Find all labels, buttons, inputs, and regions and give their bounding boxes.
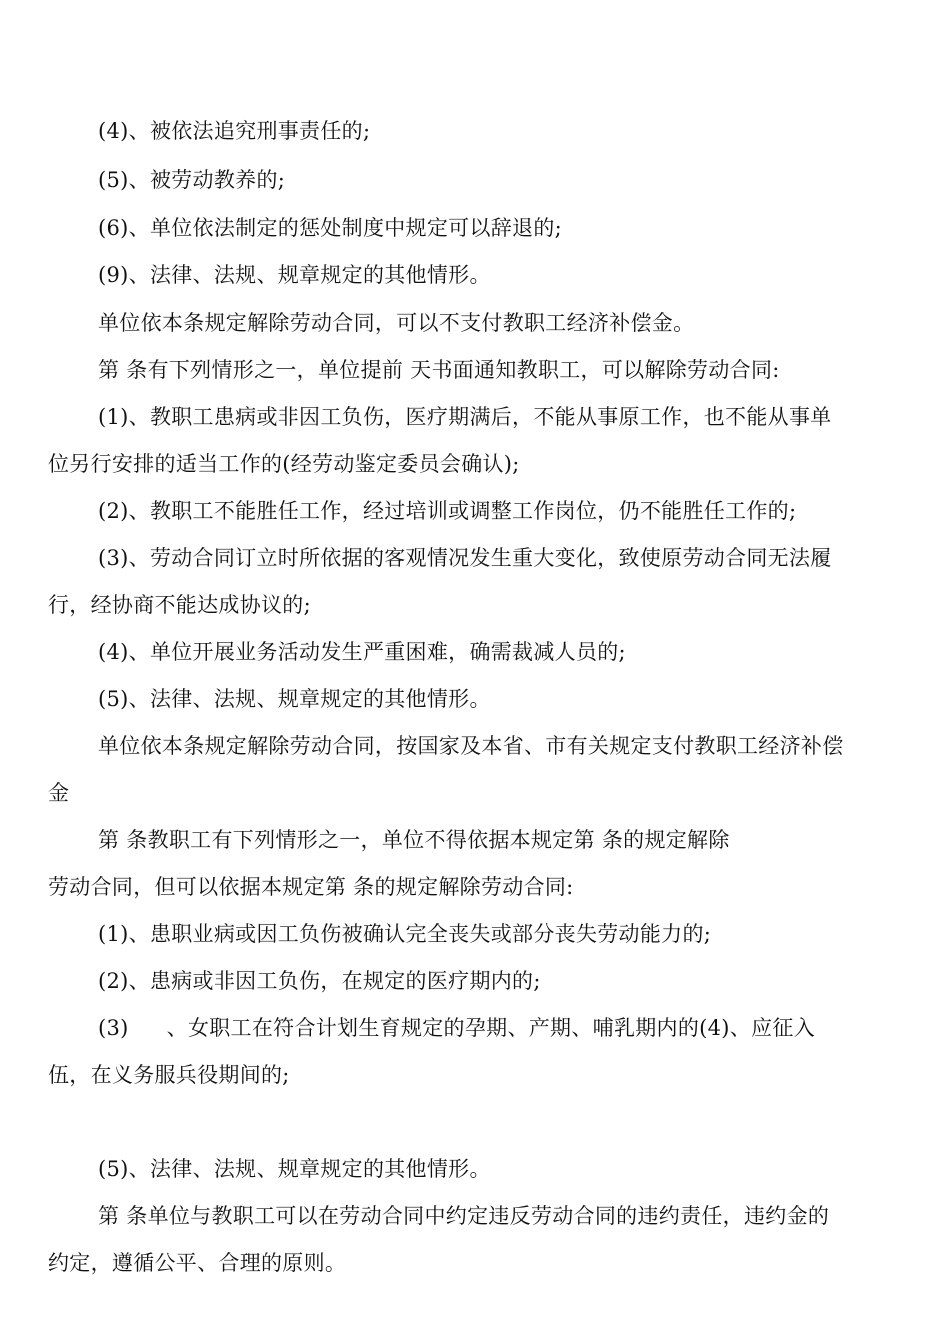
article-heading-protection-line-1: 第 条教职工有下列情形之一，单位不得依据本规定第 条的规定解除 xyxy=(98,828,730,852)
protection-item-3-text: 、女职工在符合计划生育规定的孕期、产期、哺乳期内的(4)、应征入 xyxy=(166,1016,815,1040)
clause-item-3-line-1: (3)、劳动合同订立时所依据的客观情况发生重大变化，致使原劳动合同无法履 xyxy=(98,546,832,570)
clause-item-5-b: (5)、法律、法规、规章规定的其他情形。 xyxy=(98,687,491,711)
protection-item-1: (1)、患职业病或因工负伤被确认完全丧失或部分丧失劳动能力的; xyxy=(98,922,712,946)
protection-item-3-line-1 xyxy=(98,1015,815,1041)
clause-item-2: (2)、教职工不能胜任工作，经过培训或调整工作岗位，仍不能胜任工作的; xyxy=(98,499,797,523)
clause-item-1-line-2: 位另行安排的适当工作的(经劳动鉴定委员会确认); xyxy=(48,452,520,476)
paragraph-compensation-line-1: 单位依本条规定解除劳动合同，按国家及本省、市有关规定支付教职工经济补偿 xyxy=(98,734,844,758)
protection-item-3-label: (3) xyxy=(98,1016,129,1040)
article-heading-protection-line-2: 劳动合同，但可以依据本规定第 条的规定解除劳动合同: xyxy=(48,875,574,899)
article-heading-notice: 第 条有下列情形之一，单位提前 天书面通知教职工，可以解除劳动合同: xyxy=(98,358,780,382)
article-heading-liability-line-2: 约定，遵循公平、合理的原则。 xyxy=(48,1251,347,1275)
paragraph-compensation-note: 单位依本条规定解除劳动合同，可以不支付教职工经济补偿金。 xyxy=(98,311,695,335)
clause-item-4: (4)、被依法追究刑事责任的; xyxy=(98,119,371,143)
clause-item-4-b: (4)、单位开展业务活动发生严重困难，确需裁减人员的; xyxy=(98,640,626,664)
protection-item-3-line-2: 伍，在义务服兵役期间的; xyxy=(48,1063,290,1087)
protection-item-2: (2)、患病或非因工负伤，在规定的医疗期内的; xyxy=(98,969,541,993)
clause-item-3-line-2: 行，经协商不能达成协议的; xyxy=(48,593,311,617)
clause-item-9: (9)、法律、法规、规章规定的其他情形。 xyxy=(98,263,491,287)
clause-item-6: (6)、单位依法制定的惩处制度中规定可以辞退的; xyxy=(98,216,563,240)
protection-item-5: (5)、法律、法规、规章规定的其他情形。 xyxy=(98,1157,491,1181)
clause-item-5: (5)、被劳动教养的; xyxy=(98,168,286,192)
article-heading-liability-line-1: 第 条单位与教职工可以在劳动合同中约定违反劳动合同的违约责任，违约金的 xyxy=(98,1204,830,1228)
clause-item-1-line-1: (1)、教职工患病或非因工负伤，医疗期满后，不能从事原工作，也不能从事单 xyxy=(98,405,832,429)
paragraph-compensation-line-2: 金 xyxy=(48,781,70,805)
